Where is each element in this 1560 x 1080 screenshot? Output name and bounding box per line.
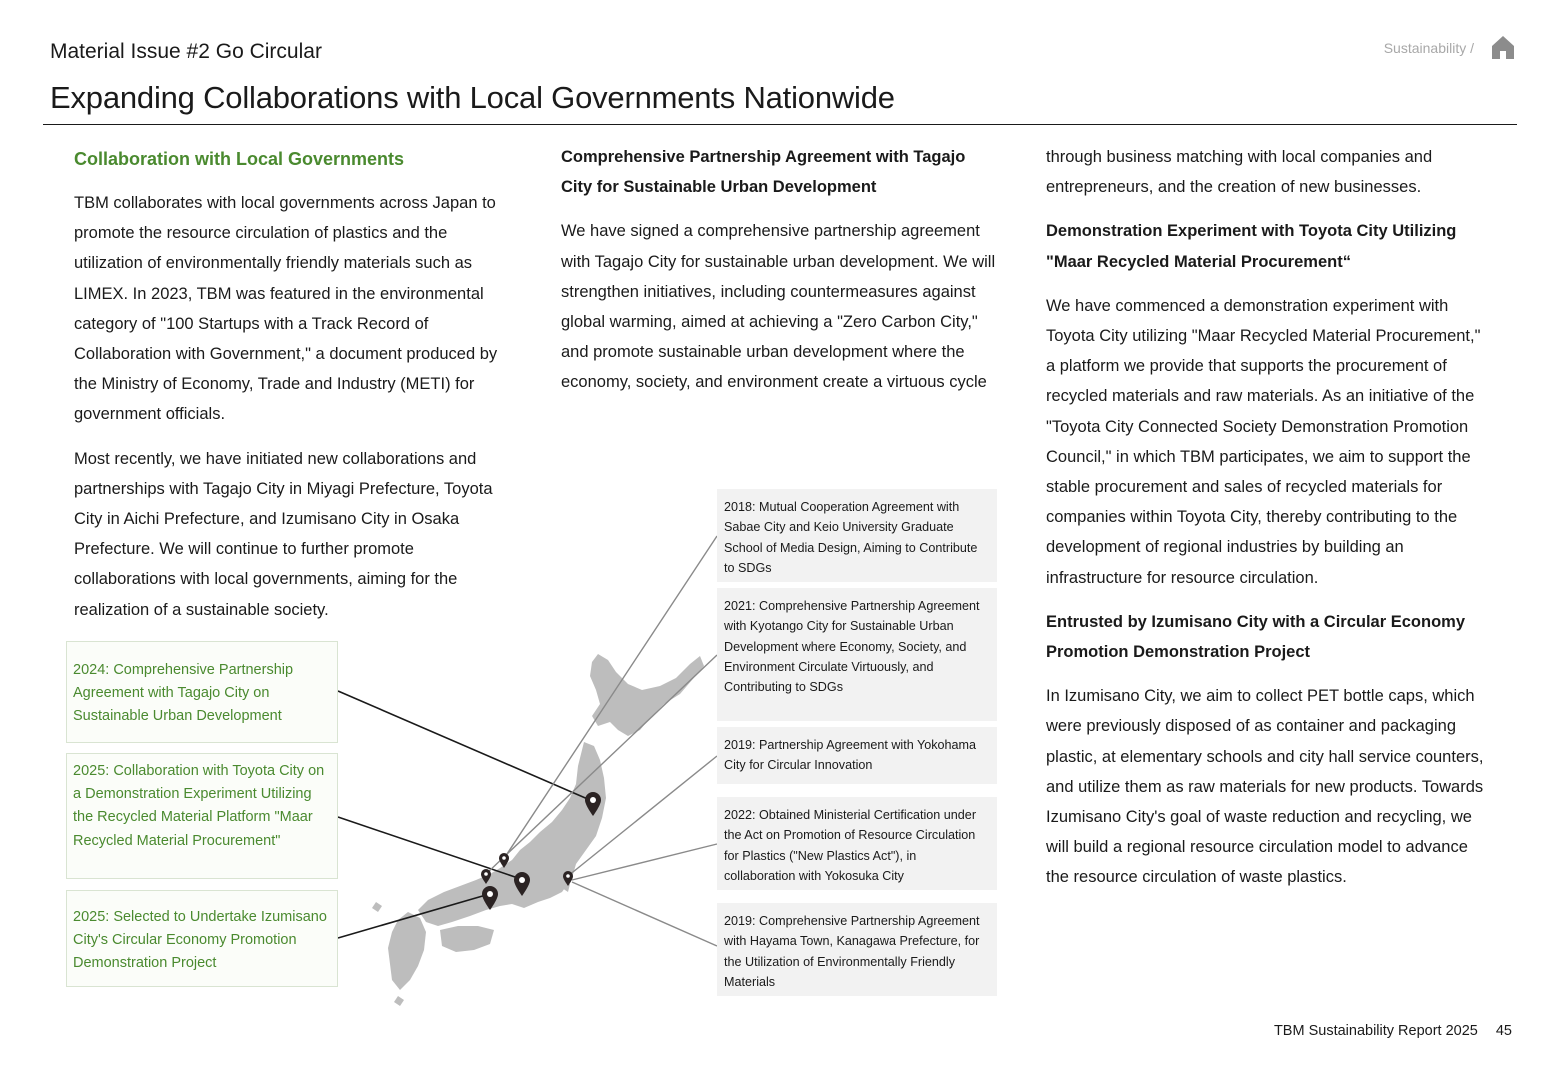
japan-landmass <box>372 654 704 1006</box>
callout-toyota-2025: 2025: Collaboration with Toyota City on a Demonstration Experiment Utilizing the Recycled Material Platform "Maar Recycled Material Procurement" <box>66 753 338 879</box>
report-name: TBM Sustainability Report 2025 <box>1273 1023 1478 1039</box>
col2-paragraph: We have signed a comprehensive partnership agreement with Tagajo City for sustainable urban development. We will strengthen initiatives, including countermeasures against global warming, aimed at achieving a "Zero Carbon City," and promote sustainable urban development where the economy, society, and environment create a virtuous cycle <box>561 222 996 392</box>
col3-continued-text: through business matching with local companies and entrepreneurs, and the creation of new businesses. <box>1046 148 1433 197</box>
breadcrumb-sustainability[interactable]: Sustainability / <box>1383 40 1474 56</box>
callout-tagajo-2024: 2024: Comprehensive Partnership Agreement with Tagajo City on Sustainable Urban Development <box>66 641 338 743</box>
tagajo-heading: Comprehensive Partnership Agreement with Tagajo City for Sustainable Urban Development <box>561 148 966 197</box>
callout-yokosuka-2022: 2022: Obtained Ministerial Certification under the Act on Promotion of Resource Circulation for Plastics ("New Plastics Act"), in collaboration with Yokosuka City <box>717 797 997 890</box>
col3-paragraph-1: We have commenced a demonstration experiment with Toyota City utilizing "Maar Recycled Material Procurement," a platform we provide that supports the procurement of recycled materials and raw materials. As an initiative of the "Toyota City Connected Society Demonstration Promotion Council," in which TBM participates, we aim to support the stable procurement and sales of recycled materials for companies within Toyota City, thereby contributing to the development of regional industries by building an infrastructure for resource circulation. <box>1046 296 1481 587</box>
callout-sabae-2018: 2018: Mutual Cooperation Agreement with Sabae City and Keio University Graduate School of Media Design, Aiming to Contribute to SDGs <box>717 489 997 582</box>
page-number: 45 <box>1495 1023 1512 1039</box>
callout-kyotango-2021: 2021: Comprehensive Partnership Agreement with Kyotango City for Sustainable Urban Development where Economy, Society, and Environment Circulate Virtuously, and Contributing to SDGs <box>717 588 997 721</box>
col1-paragraph-2: Most recently, we have initiated new collaborations and partnerships with Tagajo City in Miyagi Prefecture, Toyota City in Aichi Prefecture, and Izumisano City in Osaka Prefecture. We will continue to further promote collaborations with local governments, aiming for the realization of a sustainable society. <box>74 449 493 619</box>
callout-hayama-2019: 2019: Comprehensive Partnership Agreement with Hayama Town, Kanagawa Prefecture, for the Utilization of Environmentally Friendly Materials <box>717 903 997 996</box>
page-title: Expanding Collaborations with Local Governments Nationwide <box>50 80 895 115</box>
izumisano-heading: Entrusted by Izumisano City with a Circular Economy Promotion Demonstration Project <box>1046 612 1465 662</box>
section-label: Material Issue #2 Go Circular <box>50 40 322 63</box>
callout-connectors <box>338 691 590 938</box>
callout-yokohama-2019: 2019: Partnership Agreement with Yokohama City for Circular Innovation <box>717 727 997 784</box>
collaboration-heading: Collaboration with Local Governments <box>74 149 405 169</box>
col3-paragraph-2: In Izumisano City, we aim to collect PET bottle caps, which were previously disposed of as container and packaging plastic, at elementary schools and city hall service counters, and utilize them as raw materials for new products. Towards Izumisano City's goal of waste reduction and recycling, we will build a regional resource circulation model to advance the resource circulation of waste plastics. <box>1046 687 1484 887</box>
callout-izumisano-2025: 2025: Selected to Undertake Izumisano City's Circular Economy Promotion Demonstration Project <box>66 890 338 987</box>
toyota-heading: Demonstration Experiment with Toyota City Utilizing "Maar Recycled Material Procurement“ <box>1046 222 1457 271</box>
footer <box>1256 1023 1512 1039</box>
col1-paragraph-1: TBM collaborates with local governments across Japan to promote the resource circulation of plastics and the utilization of environmentally friendly materials such as LIMEX. In 2023, TBM was featured in the environmental category of "100 Startups with a Track Record of Collaboration with Government," a document produced by the Ministry of Economy, Trade and Industry (METI) for government officials. <box>74 194 498 424</box>
